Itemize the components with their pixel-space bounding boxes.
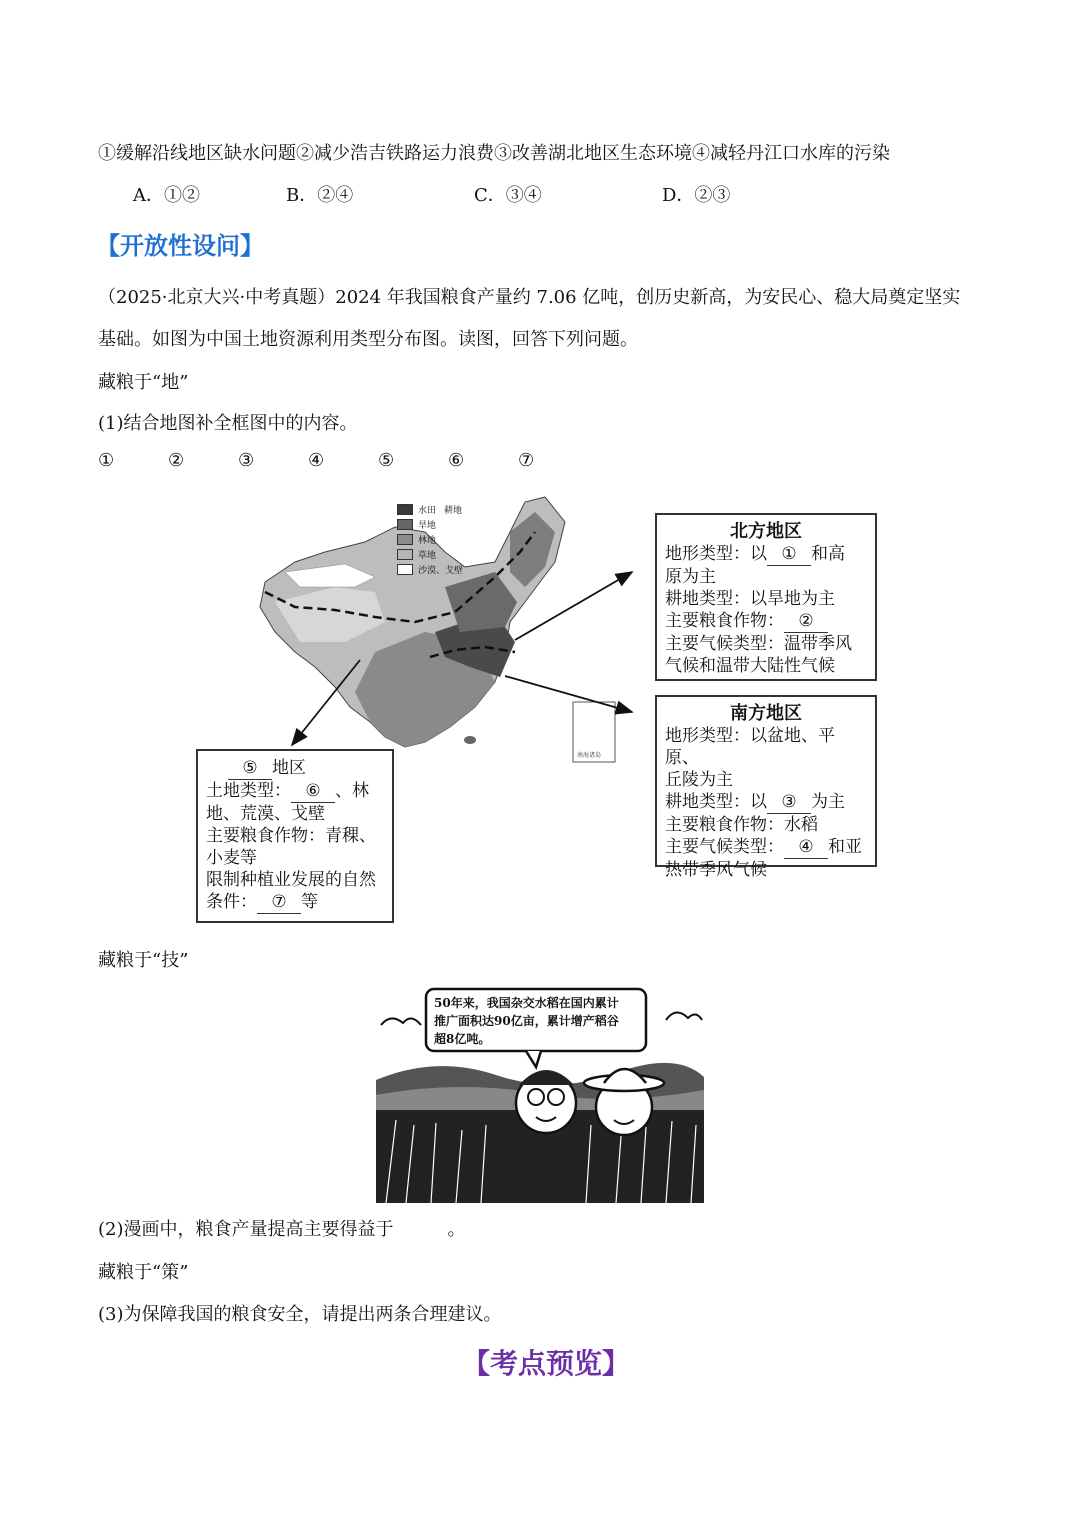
inset-label: 南海诸岛	[577, 752, 602, 759]
question-2: (2)漫画中，粮食产量提高主要得益于 。	[98, 1219, 466, 1240]
map-legend	[397, 502, 463, 577]
blank-2: ②	[168, 450, 185, 471]
question-intro-line2: 基础。如图为中国土地资源利用类型分布图。读图，回答下列问题。	[98, 329, 638, 350]
legend-item: 草地	[397, 547, 463, 562]
question-3: (3)为保障我国的粮食安全，请提出两条合理建议。	[98, 1304, 502, 1325]
blank-4: ④	[308, 450, 325, 471]
choice-a: A．①②	[133, 185, 200, 206]
legend-swatch	[397, 504, 413, 515]
blank-5: ⑤	[378, 450, 395, 471]
blank-5-field: ⑤	[228, 757, 272, 780]
legend-swatch	[397, 549, 413, 560]
legend-group-label: 耕地	[444, 506, 463, 516]
hybrid-rice-comic	[376, 985, 704, 1203]
legend-swatch	[397, 534, 413, 545]
blank-4-field: ④	[784, 836, 828, 859]
bubble-line3: 超8亿吨。	[434, 1032, 491, 1046]
blank-6-field: ⑥	[291, 780, 335, 803]
choice-b: B．②④	[286, 185, 354, 206]
choice-d: D．②③	[662, 185, 731, 206]
blank-7: ⑦	[518, 450, 535, 471]
bubble-line2: 推广面积达90亿亩，累计增产稻谷	[434, 1014, 619, 1028]
south-region-box: 南方地区 地形类型：以盆地、平原、 丘陵为主 耕地类型：以 ③ 为主 主要粮食作物：水稻 主要气候类型： ④ 和亚 热带季风气候	[655, 695, 877, 867]
blank-2-field: ②	[784, 610, 828, 633]
blank-3: ③	[238, 450, 255, 471]
options-line: ①缓解沿线地区缺水问题②减少浩吉铁路运力浪费③改善湖北地区生态环境④减轻丹江口水库的污染	[98, 143, 890, 164]
part2-title: 藏粮于“技”	[98, 950, 189, 971]
blank-6: ⑥	[448, 450, 465, 471]
legend-item: 水田 耕地	[397, 502, 463, 517]
south-box-title: 南方地区	[730, 703, 802, 724]
section-heading-preview: 【考点预览】	[462, 1347, 631, 1380]
legend-swatch	[397, 564, 413, 575]
blank-numbers-row	[98, 450, 588, 471]
part3-title: 藏粮于“策”	[98, 1262, 189, 1283]
question-intro-line1: （2025·北京大兴·中考真题）2024 年我国粮食产量约 7.06 亿吨，创历史新高，为安民心、稳大局奠定坚实	[98, 287, 961, 308]
legend-item: 沙漠、戈壁	[397, 562, 463, 577]
blank-1: ①	[98, 450, 115, 471]
legend-item: 林地	[397, 532, 463, 547]
section-heading-open-question: 【开放性设问】	[96, 232, 264, 260]
legend-swatch	[397, 519, 413, 530]
legend-item: 旱地	[397, 517, 463, 532]
question-1: (1)结合地图补全框图中的内容。	[98, 413, 358, 434]
north-region-box: 北方地区 地形类型：以 ① 和高 原为主 耕地类型：以旱地为主 主要粮食作物： ② 主要气候类型：温带季风 气候和温带大陆性气候	[655, 513, 877, 681]
blank-1-field: ①	[767, 543, 811, 566]
west-region-box: ⑤ 地区 土地类型： ⑥ 、林 地、荒漠、戈壁 主要粮食作物：青稞、 小麦等 限制种植业发展的自然 条件： ⑦ 等	[196, 749, 394, 923]
north-box-title: 北方地区	[730, 521, 802, 542]
blank-3-field: ③	[767, 791, 811, 814]
part1-title: 藏粮于“地”	[98, 372, 189, 393]
blank-7-field: ⑦	[257, 891, 301, 914]
choice-c: C．③④	[474, 185, 542, 206]
bubble-line1: 50年来，我国杂交水稻在国内累计	[434, 996, 619, 1010]
